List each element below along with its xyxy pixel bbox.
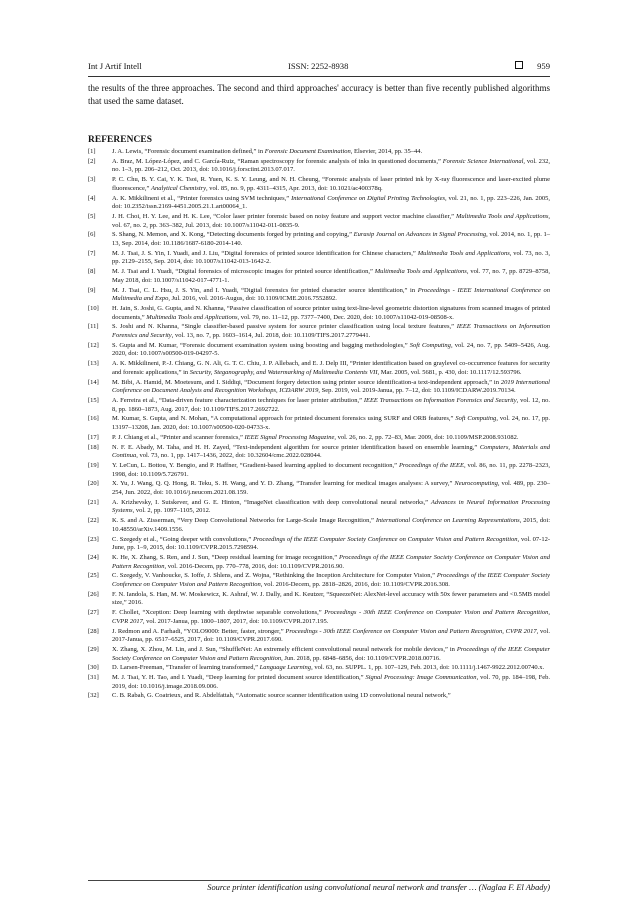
reference-details: , vol. 67, no. 2, pp. 363–382, Jul. 2013, doi: 10.1007/s11042-011-0835-9. — [112, 212, 550, 229]
reference-venue: IEEE Transactions on Information Forensics and Security — [112, 323, 550, 340]
reference-details: , vol. 73, no. 1, pp. 1417–1436, 2022, doi: 10.32604/cmc.2022.028044. — [136, 452, 322, 460]
reference-text: A. K. Mikkilineni, P.-J. Chiang, G. N. Ali, G. T. C. Chiu, J. P. Allebach, and E. J. Delp III, “Printer identification based on graylevel co-occurrence features for security and forensic applications,” in — [112, 360, 550, 376]
reference-text: C. Szegedy et al., “Going deeper with convolutions,” — [112, 535, 254, 543]
reference-item — [88, 360, 550, 377]
reference-number: [8] — [88, 268, 96, 276]
reference-text: H. Jain, S. Joshi, G. Gupta, and N. Khanna, “Passive classification of source printer using text-line-level geometric distortion signatures from scanned images of printed documents,” — [112, 304, 550, 321]
reference-venue: Eurasip Journal on Advances in Signal Processing — [353, 231, 487, 239]
reference-venue: Advances in Neural Information Processing Systems — [112, 498, 550, 515]
reference-details: , vol. 2, pp. 1097–1105, 2012. — [132, 507, 211, 515]
reference-item — [88, 628, 550, 645]
reference-number: [18] — [88, 443, 99, 451]
reference-venue: Multimedia Tools and Applications — [374, 268, 467, 276]
reference-text: S. Joshi and N. Khanna, “Single classifier-based passive system for source printer classification using local texture features,” — [112, 323, 457, 331]
reference-details: , Jul. 2016, vol. 2016-Augus, doi: 10.1109/ICME.2016.7552892. — [168, 295, 337, 303]
reference-venue: Proceedings - 30th IEEE Conference on Computer Vision and Pattern Recognition, CVPR 2017 — [285, 627, 537, 635]
reference-details: , vol. 12, no. 8, pp. 1860–1873, Aug. 2017, doi: 10.1109/TIFS.2017.2692722. — [112, 396, 550, 413]
reference-item — [88, 195, 550, 212]
reference-text: A. Braz, M. López-López, and C. García-Ruiz, “Raman spectroscopy for forensic analysis of inks in questioned documents,” — [112, 157, 443, 165]
reference-item — [88, 517, 550, 534]
reference-details: , vol. 63, no. SUPPL. 1, pp. 107–129, Feb. 2013, doi: 10.1111/j.1467-9922.2012.00740.x. — [311, 664, 545, 672]
reference-details: , vol. 24, no. 17, pp. 13197–13208, Jan. 2020, doi: 10.1007/s00500-020-04733-x. — [112, 415, 550, 432]
reference-text: S. Shang, N. Memon, and X. Kong, “Detecting documents forged by printing and copying,” — [112, 231, 354, 239]
reference-venue: Proceedings of the IEEE Computer Society Conference on Computer Vision and Pattern Recognition — [253, 535, 518, 543]
reference-text: A. K. Mikkilineni et al., “Printer forensics using SVM techniques,” — [112, 194, 292, 202]
reference-details: , vol. 85, no. 9, pp. 4311–4315, Apr. 2013, doi: 10.1021/ac400378q. — [206, 184, 383, 192]
reference-text: N. F. E. Abady, M. Taha, and H. H. Zayed, “Text-independent algorithm for source printer identification based on ensemble learning,” — [112, 443, 480, 451]
footer-divider — [88, 880, 550, 881]
reference-item — [88, 176, 550, 193]
reference-text: K. S. and A. Zisserman, “Very Deep Convolutional Networks for Large-Scale Image Recognition,” — [112, 517, 376, 525]
reference-text: J. H. Choi, H. Y. Lee, and H. K. Lee, “Color laser printer forensic based on noisy feature and support vector machine classifier,” — [112, 212, 456, 220]
reference-item — [88, 664, 550, 673]
reference-number: [6] — [88, 231, 96, 239]
reference-item — [88, 536, 550, 553]
reference-details: , Jun. 2018, pp. 6848–6856, doi: 10.1109/CVPR.2018.00716. — [281, 654, 441, 662]
reference-item — [88, 692, 550, 701]
reference-venue: International Conference on Learning Representations — [375, 517, 520, 525]
reference-number: [26] — [88, 590, 99, 598]
reference-details: , vol. 70, pp. 184–198, Feb. 2019, doi: 10.1016/j.image.2018.09.006. — [112, 674, 550, 690]
reference-number: [16] — [88, 415, 99, 423]
reference-item — [88, 158, 550, 175]
reference-item — [88, 646, 550, 663]
reference-venue: 2019 International Conference on Document Analysis and Recognition Workshops, ICDARW 2019 — [112, 378, 550, 395]
reference-text: F. Chollet, “Xception: Deep learning with depthwise separable convolutions,” — [112, 609, 325, 617]
reference-details: , vol. 24, no. 7, pp. 5409–5426, Aug. 2020, doi: 10.1007/s00500-019-04297-5. — [112, 341, 550, 358]
reference-text: F. N. Iandola, S. Han, M. W. Moskewicz, K. Ashraf, W. J. Dally, and K. Keutzer, “SqueezeNet: AlexNet-level accuracy with 50x fewer parameters and <0.5MB model size,” 2016. — [112, 590, 550, 607]
reference-details: , vol. 2017-Janua, pp. 1800–1807, 2017, doi: 10.1109/CVPR.2017.195. — [142, 617, 329, 625]
body-paragraph: the results of the three approaches. The second and third approaches' accuracy is better than five recently published algorithms that used the same dataset. — [88, 83, 550, 106]
reference-number: [7] — [88, 249, 96, 257]
reference-text: Y. LeCun, L. Bottou, Y. Bengio, and P. Haffner, “Gradient-based learning applied to document recognition,” — [112, 461, 399, 469]
reference-number: [11] — [88, 323, 99, 331]
reference-details: , 2015, doi: 10.48550/arXiv.1409.1556. — [112, 517, 551, 533]
reference-number: [10] — [88, 304, 99, 312]
reference-text: M. J. Tsai, Y. H. Tao, and I. Yuadi, “Deep learning for printed document source identification,” — [112, 674, 366, 682]
journal-name: Int J Artif Intell — [88, 61, 142, 71]
reference-text: P. C. Chu, B. Y. Cai, Y. K. Tsoi, R. Yuen, K. S. Y. Leung, and N. H. Cheung, “Forensic analysis of laser printed ink by X-ray fluorescence and laser-excited plume fluorescence,” — [112, 176, 550, 192]
reference-venue: Proceedings of the IEEE — [398, 461, 464, 469]
reference-item — [88, 323, 550, 340]
reference-text: J. Redmon and A. Farhadi, “YOLO9000: Better, faster, stronger,” — [112, 627, 286, 635]
reference-number: [12] — [88, 341, 99, 349]
reference-text: M. J. Tsai, C. L. Hsu, J. S. Yin, and I. Yuadi, “Digital forensics for printed character source identification,” in — [112, 286, 418, 294]
reference-number: [2] — [88, 157, 96, 165]
reference-details: , vol. 77, no. 7, pp. 8729–8758, May 2018, doi: 10.1007/s11042-017-4771-1. — [112, 268, 550, 284]
reference-number: [13] — [88, 360, 99, 368]
reference-number: [22] — [88, 517, 99, 525]
reference-venue: IEEE Transactions on Information Forensics and Security — [363, 396, 517, 404]
reference-item — [88, 609, 550, 626]
reference-item — [88, 148, 550, 157]
reference-details: , vol. 26, no. 2, pp. 72–83, Mar. 2009, doi: 10.1109/MSP.2008.931082. — [334, 433, 519, 441]
reference-item — [88, 480, 550, 497]
reference-number: [17] — [88, 433, 99, 441]
reference-venue: International Conference on Digital Printing Technologies — [291, 194, 446, 202]
reference-text: X. Zhang, X. Zhou, M. Lin, and J. Sun, “ShuffleNet: An extremely efficient convolutional neural network for mobile devices,” in — [112, 645, 457, 653]
reference-item — [88, 305, 550, 322]
reference-venue: Proceedings of the IEEE Computer Society Conference on Computer Vision and Pattern Recognition — [112, 553, 550, 570]
reference-number: [5] — [88, 212, 96, 220]
reference-details: , vol. 86, no. 11, pp. 2278–2323, 1998, doi: 10.1109/5.726791. — [112, 461, 550, 478]
running-footer: Source printer identification using convolutional neural network and transfer … (Naglaa F. El Abady) — [207, 883, 550, 892]
reference-details: , vol. 2014, no. 1, pp. 1–13, Sep. 2014, doi: 10.1186/1687-6180-2014-140. — [112, 231, 551, 248]
reference-number: [23] — [88, 535, 99, 543]
reference-venue: Proceedings - IEEE International Conference on Multimedia and Expo — [112, 286, 550, 303]
reference-number: [30] — [88, 664, 99, 672]
reference-venue: Neurocomputing — [454, 480, 498, 488]
reference-item — [88, 268, 550, 285]
reference-text: X. Yu, J. Wang, Q. Q. Hong, R. Teku, S. H. Wang, and Y. D. Zhang, “Transfer learning for medical images analyses: A survey,” — [112, 480, 455, 488]
reference-item — [88, 287, 550, 304]
reference-text: M. J. Tsai, J. S. Yin, I. Yuadi, and J. Liu, “Digital forensics of printed source identification for Chinese characters,” — [112, 249, 418, 257]
reference-number: [1] — [88, 148, 96, 155]
reference-details: , vol. 79, no. 11–12, pp. 7377–7400, Dec. 2020, doi: 10.1007/s11042-019-08508-x. — [237, 313, 454, 321]
reference-item — [88, 379, 550, 396]
reference-number: [3] — [88, 176, 96, 184]
reference-details: , vol. 21, no. 1, pp. 223–226, Jan. 2005, doi: 10.2352/issn.2169-4451.2005.21.1.art00064_1. — [112, 194, 550, 211]
reference-text: M. Kumar, S. Gupta, and N. Mohan, “A computational approach for printed document forensics using SURF and ORB features,” — [112, 415, 456, 423]
header-divider — [88, 76, 550, 77]
reference-details: , vol. 232, no. 1–3, pp. 206–212, Oct. 2013, doi: 10.1016/j.forsciint.2013.07.017. — [112, 157, 550, 174]
reference-number: [32] — [88, 692, 99, 700]
reference-text: K. He, X. Zhang, S. Ren, and J. Sun, “Deep residual learning for image recognition,” — [112, 553, 339, 561]
reference-item — [88, 231, 550, 248]
page-number-group — [515, 61, 550, 71]
reference-number: [29] — [88, 645, 99, 653]
reference-item — [88, 499, 550, 516]
reference-text: P. J. Chiang et al., “Printer and scanner forensics,” — [112, 433, 245, 441]
reference-venue: IEEE Signal Processing Magazine — [244, 433, 335, 441]
reference-text: A. Ferreira et al., “Data-driven feature characterization techniques for laser printer attribution,” — [112, 396, 364, 404]
reference-item — [88, 250, 550, 267]
reference-number: [15] — [88, 396, 99, 404]
reference-details: , vol. 73, no. 3, pp. 2129–2155, Sep. 2014, doi: 10.1007/s11042-013-1642-2. — [112, 249, 551, 266]
reference-item — [88, 213, 550, 230]
reference-number: [4] — [88, 194, 96, 202]
reference-number: [28] — [88, 627, 99, 635]
reference-item — [88, 572, 550, 589]
reference-number: [19] — [88, 461, 99, 469]
reference-item — [88, 415, 550, 432]
reference-details: , vol. 07-12-June, pp. 1–9, 2015, doi: 10.1109/CVPR.2015.7298594. — [112, 535, 551, 552]
reference-number: [20] — [88, 480, 99, 488]
reference-number: [9] — [88, 286, 96, 294]
reference-venue: Proceedings - 30th IEEE Conference on Computer Vision and Pattern Recognition, CVPR 2017 — [112, 609, 550, 625]
reference-number: [24] — [88, 553, 99, 561]
reference-item — [88, 591, 550, 608]
reference-number: [21] — [88, 498, 99, 506]
reference-text: M. Bibi, A. Hamid, M. Moetesum, and I. Siddiqi, “Document forgery detection using printer source identification-a text-independent approach,” in — [112, 378, 501, 386]
reference-number: [31] — [88, 674, 99, 682]
reference-text: C. B. Rabah, G. Coatrieux, and R. Abdelfattah, “Automatic source scanner identification using 1D convolutional neural network,” — [112, 692, 451, 700]
reference-item — [88, 462, 550, 479]
reference-details: , vol. 489, pp. 230–254, Jun. 2022, doi: 10.1016/j.neucom.2021.08.159. — [112, 480, 551, 497]
reference-text: A. Krizhevsky, I. Sutskever, and G. E. Hinton, “ImageNet classification with deep convolutional neural networks,” — [112, 498, 431, 506]
reference-venue: Security, Steganography, and Watermarking of Multimedia Contents VII — [189, 368, 378, 376]
reference-item — [88, 434, 550, 443]
reference-venue: Computers, Materials and Continua — [112, 443, 550, 460]
reference-number: [25] — [88, 572, 99, 580]
running-header — [88, 61, 550, 75]
reference-text: M. J. Tsai and I. Yuadi, “Digital forensics of microscopic images for printed source identification,” — [112, 268, 375, 276]
reference-item — [88, 397, 550, 414]
references-heading: REFERENCES — [88, 135, 153, 145]
box-icon — [515, 61, 523, 69]
reference-venue: Multimedia Tools and Applications — [146, 313, 238, 321]
reference-text: D. Larsen-Freeman, “Transfer of learning transformed,” — [112, 664, 260, 672]
reference-venue: Forensic Science International — [442, 157, 524, 165]
reference-details: , vol. 2016-Decem, pp. 2818–2826, 2016, doi: 10.1109/CVPR.2016.308. — [260, 581, 450, 589]
reference-text: C. Szegedy, V. Vanhoucke, S. Ioffe, J. Shlens, and Z. Wojna, “Rethinking the Inception Architecture for Computer Vision,” — [112, 572, 437, 580]
reference-item — [88, 554, 550, 571]
reference-venue: Forensic Document Examination — [264, 148, 351, 155]
reference-details: , Mar. 2005, vol. 5681, p. 430, doi: 10.1117/12.593796. — [377, 368, 522, 376]
reference-details: , vol. 2016-Decem, pp. 770–778, 2016, doi: 10.1109/CVPR.2016.90. — [164, 562, 344, 570]
reference-venue: Language Learning — [259, 664, 312, 672]
reference-number: [27] — [88, 609, 99, 617]
reference-details: , Elsevier, 2014, pp. 35–44. — [350, 148, 423, 155]
reference-details: , vol. 13, no. 7, pp. 1603–1614, Jul. 2018, doi: 10.1109/TIFS.2017.2779441. — [171, 332, 371, 340]
reference-text: S. Gupta and M. Kumar, “Forensic document examination system using boosting and bagging methodologies,” — [112, 341, 410, 349]
reference-number: [14] — [88, 378, 99, 386]
reference-item — [88, 444, 550, 461]
issn: ISSN: 2252-8938 — [288, 61, 349, 71]
reference-venue: Proceedings of the IEEE Computer Society Conference on Computer Vision and Pattern Recognition — [112, 645, 550, 662]
reference-venue: Multimedia Tools and Applications — [456, 212, 549, 220]
reference-venue: Soft Computing — [409, 341, 451, 349]
reference-details: , Sep. 2019, vol. 2019-Janua, pp. 7–12, doi: 10.1109/ICDARW.2019.70134. — [318, 387, 516, 395]
reference-venue: Signal Processing: Image Communication — [365, 674, 477, 682]
reference-venue: Proceedings of the IEEE Computer Society Conference on Computer Vision and Pattern Recognition — [112, 572, 551, 589]
reference-text: J. A. Lewis, “Forensic document examination defined,” in — [112, 148, 265, 155]
reference-details: , vol. 2017-Janua, pp. 6517–6525, 2017, doi: 10.1109/CVPR.2017.690. — [112, 627, 550, 644]
reference-venue: Analytical Chemistry — [150, 184, 207, 192]
reference-item — [88, 342, 550, 359]
reference-list — [88, 148, 550, 702]
reference-item — [88, 674, 550, 691]
reference-venue: Soft Computing — [455, 415, 497, 423]
page-number: 959 — [537, 61, 550, 71]
reference-venue: Multimedia Tools and Applications — [417, 249, 510, 257]
